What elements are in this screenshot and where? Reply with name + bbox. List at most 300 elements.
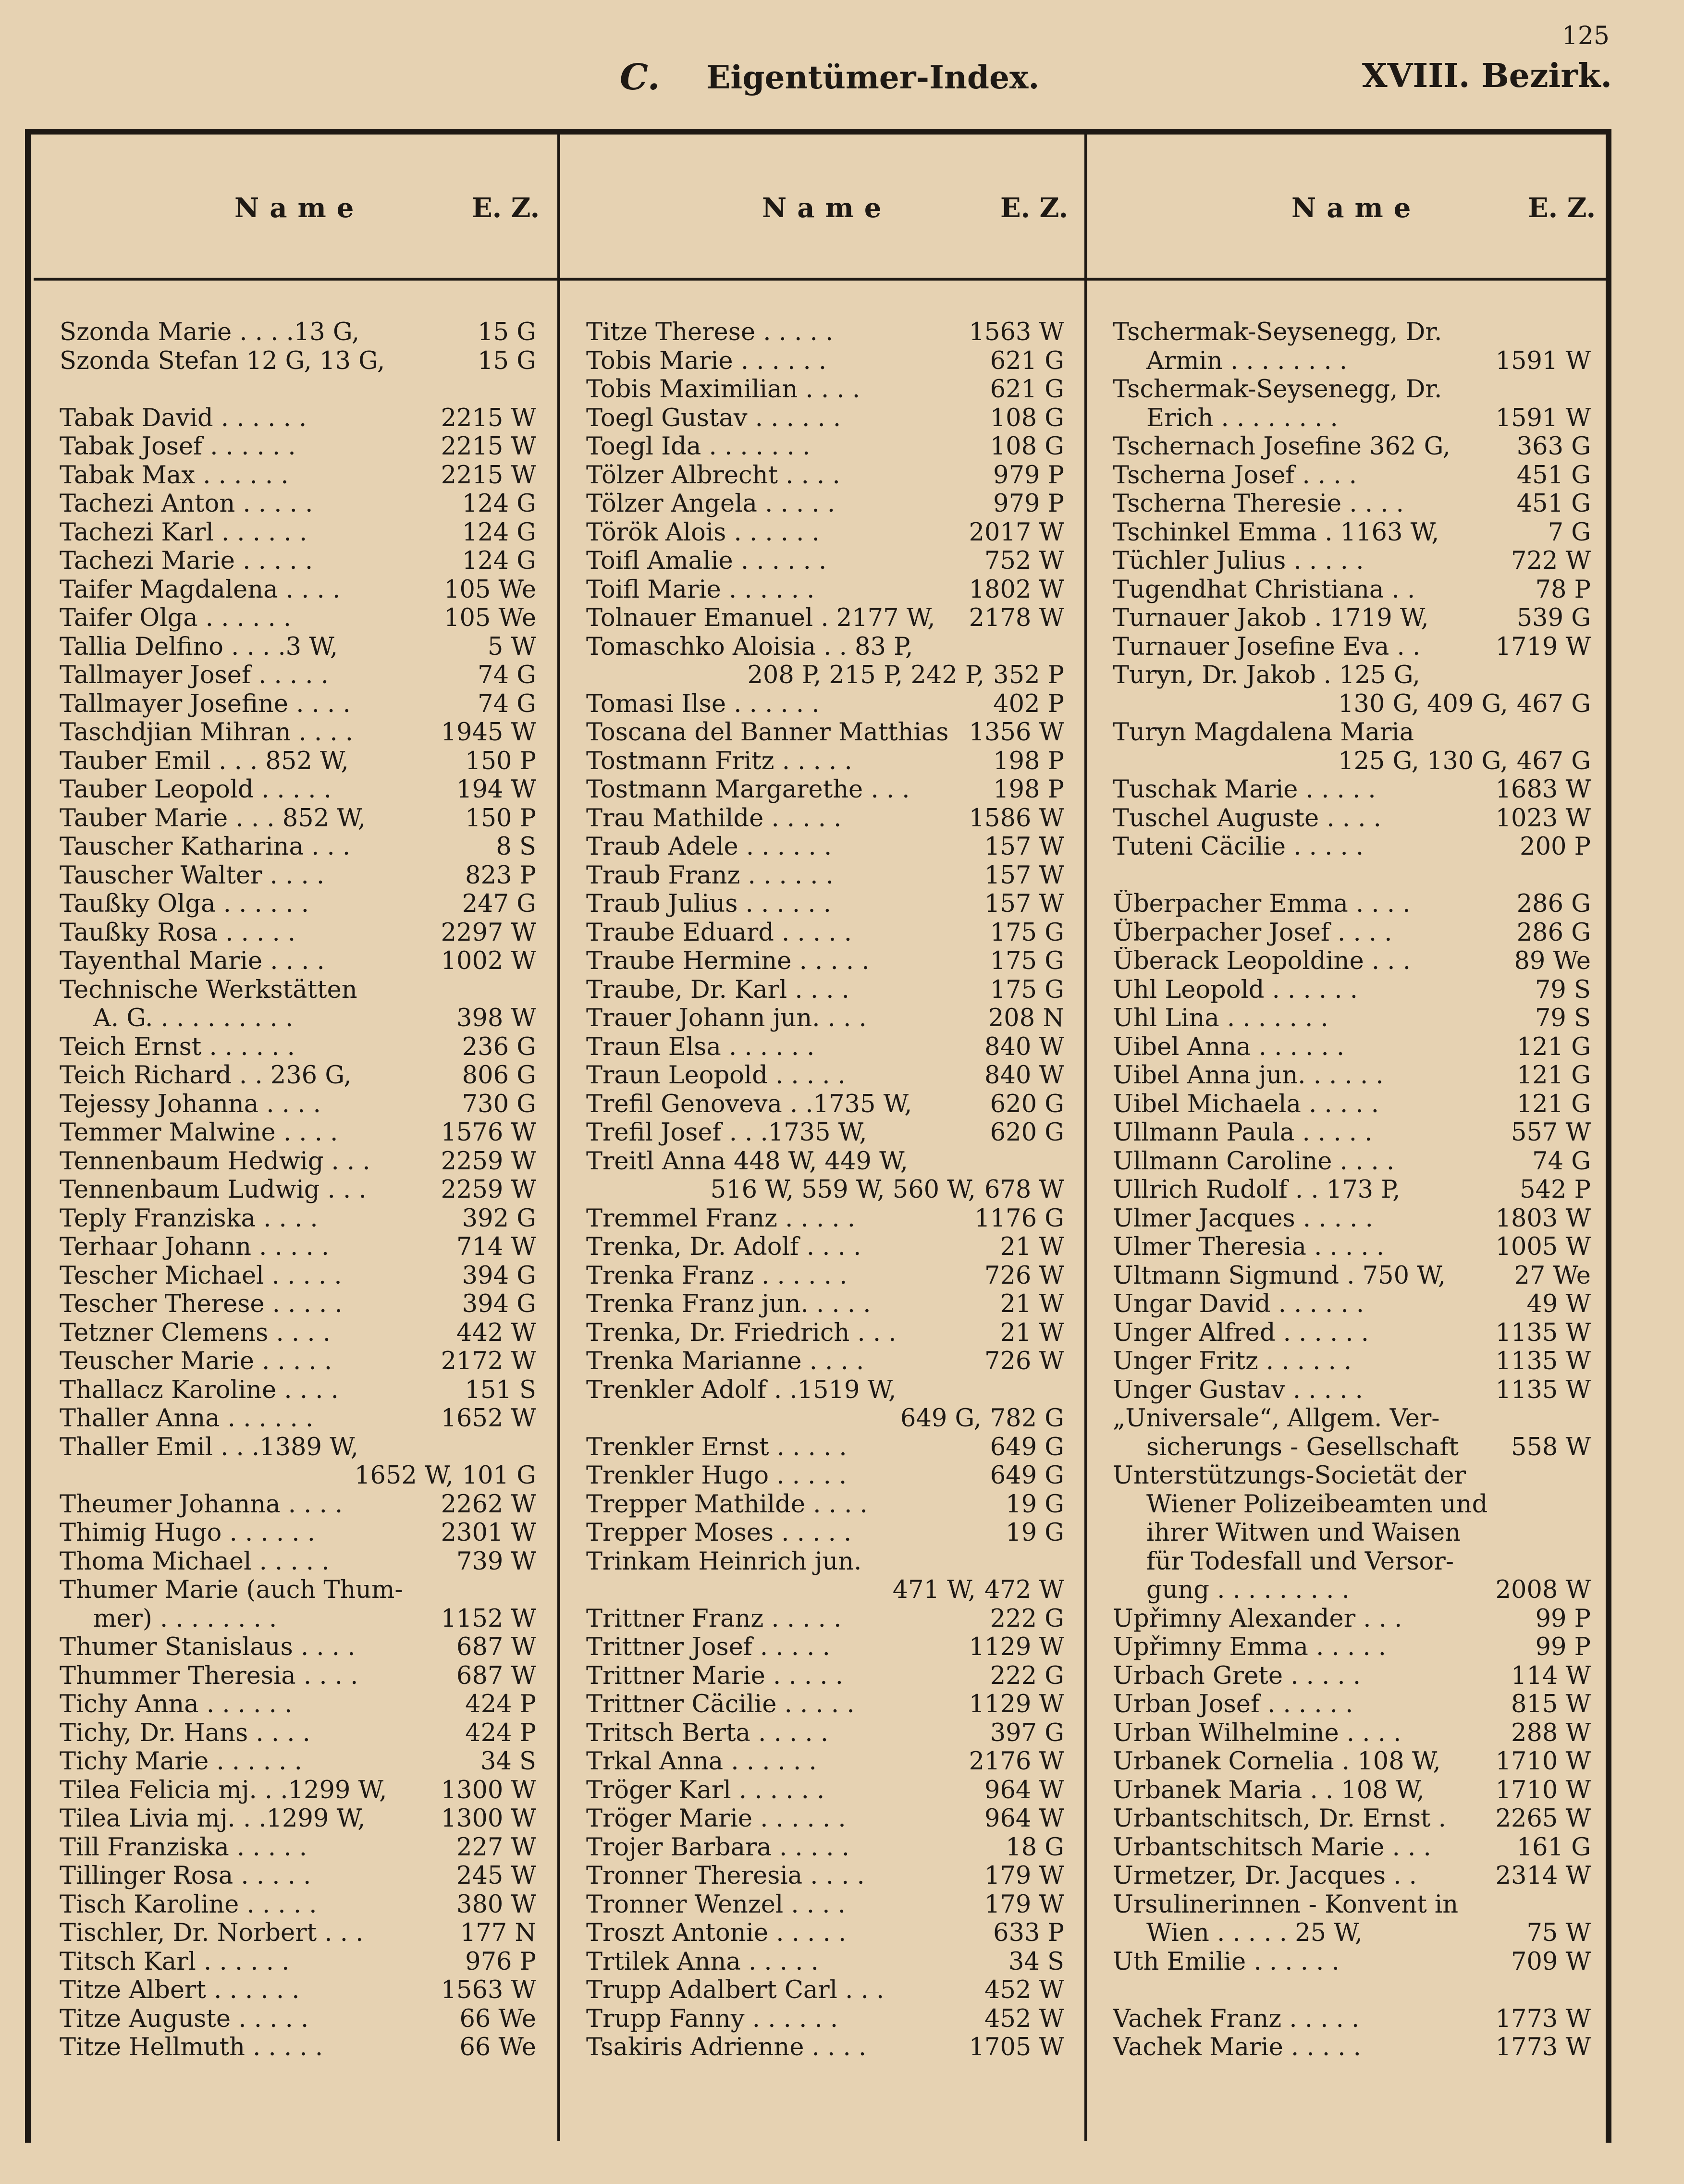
owner-name: Trefil Josef . . .1735 W, — [586, 1118, 867, 1147]
ez-number: 1129 W — [969, 1633, 1064, 1662]
column-header-ez: E. Z. — [1528, 192, 1596, 224]
ez-number: 99 P — [1535, 1604, 1591, 1633]
owner-name: Thumer Stanislaus . . . . — [60, 1633, 356, 1662]
ez-number: 1002 W — [441, 947, 536, 976]
ez-number: 2215 W — [441, 461, 536, 490]
column-divider — [557, 131, 560, 2141]
ez-number: 19 G — [1006, 1490, 1064, 1519]
owner-name: Toifl Marie . . . . . . — [586, 575, 815, 604]
index-entry — [1113, 1490, 1591, 1519]
index-entry — [586, 1519, 1064, 1547]
ez-number: 108 G — [990, 404, 1064, 432]
owner-name: Tostmann Margarethe . . . — [586, 775, 910, 804]
index-column-2 — [586, 318, 1064, 2062]
ez-number: 1719 W — [1495, 632, 1591, 661]
index-entry — [60, 1976, 536, 2005]
ez-number: 1023 W — [1495, 804, 1591, 833]
index-entry — [60, 318, 536, 347]
index-entry — [60, 1090, 536, 1119]
index-entry — [586, 461, 1064, 490]
owner-name: Tölzer Albrecht . . . . — [586, 461, 840, 490]
owner-name: sicherungs - Gesellschaft — [1146, 1433, 1459, 1461]
owner-name: Trenkler Ernst . . . . . — [586, 1433, 847, 1461]
index-entry — [60, 547, 536, 576]
index-entry — [60, 976, 536, 1005]
ez-number: 424 P — [465, 1690, 536, 1719]
owner-name: Tüchler Julius . . . . . — [1113, 547, 1364, 576]
ez-number: 451 G — [1516, 461, 1591, 490]
page-title: Eigentümer-Index. — [706, 59, 1040, 96]
index-entry — [60, 490, 536, 518]
ez-number: 621 G — [990, 375, 1064, 404]
owner-name: Tauscher Katharina . . . — [60, 833, 351, 861]
index-entry — [60, 775, 536, 804]
owner-name: Titze Therese . . . . . — [586, 318, 834, 347]
index-entry — [1113, 976, 1591, 1005]
ez-number: 175 G — [990, 918, 1064, 947]
ez-number: 1705 W — [969, 2033, 1064, 2062]
ez-number: 840 W — [984, 1032, 1064, 1061]
owner-name: Trenka Franz . . . . . . — [586, 1261, 848, 1290]
ez-number: 815 W — [1511, 1690, 1591, 1719]
ez-number: 352 P — [993, 661, 1064, 690]
owner-name: Teich Ernst . . . . . . — [60, 1032, 295, 1061]
index-entry — [60, 919, 536, 947]
index-entry — [60, 1804, 536, 1833]
owner-name: Till Franziska . . . . . — [60, 1833, 307, 1862]
ez-number: 472 W — [984, 1576, 1064, 1605]
index-entry — [60, 1433, 536, 1462]
owner-name: Trupp Adalbert Carl . . . — [586, 1976, 885, 2005]
ez-number: 175 G — [990, 947, 1064, 976]
owner-name: Temmer Malwine . . . . — [60, 1118, 338, 1147]
ez-number: 649 G — [990, 1433, 1064, 1461]
owner-name: Tilea Felicia mj. . .1299 W, — [60, 1776, 387, 1804]
owner-name: Urbach Grete . . . . . — [1113, 1661, 1361, 1690]
owner-name: Upřimny Alexander . . . — [1113, 1604, 1402, 1633]
index-entry — [1113, 404, 1591, 433]
index-entry — [586, 347, 1064, 376]
ez-number: 392 G — [462, 1204, 536, 1233]
district-label: XVIII. Bezirk. — [1362, 57, 1612, 95]
ez-number: 157 W — [984, 833, 1064, 861]
owner-name: Tronner Wenzel . . . . — [586, 1890, 846, 1919]
ez-number: 621 G — [990, 346, 1064, 375]
owner-name: Überpacher Emma . . . . — [1113, 890, 1411, 919]
owner-name: Uhl Leopold . . . . . . — [1113, 975, 1358, 1004]
index-entry — [60, 1262, 536, 1290]
index-entry — [1113, 1519, 1591, 1547]
owner-name: Ungar David . . . . . . — [1113, 1290, 1364, 1319]
ez-number: 467 G — [1516, 689, 1591, 718]
ez-number: 394 G — [462, 1290, 536, 1319]
index-entry — [1113, 1776, 1591, 1805]
index-entry — [586, 1433, 1064, 1462]
index-entry — [1113, 1862, 1591, 1890]
index-entry — [586, 718, 1064, 747]
index-entry — [1113, 1690, 1591, 1719]
ez-number: 124 G — [462, 490, 536, 518]
owner-name: Uth Emilie . . . . . . — [1113, 1947, 1340, 1976]
owner-name: Tröger Karl . . . . . . — [586, 1776, 825, 1804]
owner-name: Titze Albert . . . . . . — [60, 1976, 300, 2005]
owner-name: Tauber Leopold . . . . . — [60, 775, 332, 804]
index-entry — [60, 432, 536, 461]
index-entry — [60, 1605, 536, 1633]
ez-number: 7 G — [1548, 518, 1591, 547]
index-entry — [60, 1633, 536, 1662]
index-entry — [586, 1262, 1064, 1290]
owner-name: „Universale“, Allgem. Ver- — [1113, 1404, 1440, 1433]
index-entry — [60, 461, 536, 490]
owner-name: Traube, Dr. Karl . . . . — [586, 975, 849, 1004]
ez-number: 194 W — [456, 775, 536, 804]
ez-number: 75 W — [1526, 1919, 1591, 1948]
index-entry — [60, 1204, 536, 1233]
index-entry — [586, 1690, 1064, 1719]
index-entry — [586, 1547, 1064, 1576]
owner-name: Tachezi Anton . . . . . — [60, 490, 313, 518]
index-entry — [60, 576, 536, 604]
index-entry — [586, 404, 1064, 433]
index-entry — [60, 1176, 536, 1204]
owner-name: Toegl Ida . . . . . . . — [586, 432, 811, 461]
index-entry — [60, 1147, 536, 1176]
ez-number: 2178 W — [969, 604, 1064, 633]
index-entry — [1113, 1262, 1591, 1290]
index-entry — [586, 1176, 1064, 1204]
ez-number: 739 W — [456, 1547, 536, 1576]
owner-name: Toscana del Banner Matthias — [586, 718, 949, 747]
ez-number: 19 G — [1006, 1519, 1064, 1547]
index-entry — [60, 1376, 536, 1405]
ez-number: 114 W — [1511, 1661, 1591, 1690]
ez-number: 424 P — [465, 1718, 536, 1747]
ez-number: 1710 W — [1495, 1776, 1591, 1804]
ez-number: 2314 W — [1495, 1862, 1591, 1890]
index-entry — [1113, 1804, 1591, 1833]
owner-name: Urmetzer, Dr. Jacques . . — [1113, 1862, 1417, 1890]
owner-name: Török Alois . . . . . . — [586, 518, 820, 547]
column-header-ez: E. Z. — [1000, 192, 1069, 224]
index-entry — [1113, 1204, 1591, 1233]
index-entry — [60, 861, 536, 890]
index-entry — [1113, 461, 1591, 490]
owner-name: Armin . . . . . . . . — [1146, 346, 1348, 375]
index-entry — [586, 1490, 1064, 1519]
owner-name: Trupp Fanny . . . . . . — [586, 2004, 838, 2033]
owner-name: Trenkler Adolf . .1519 W, — [586, 1375, 897, 1404]
owner-name: Tallia Delfino . . . .3 W, — [60, 632, 338, 661]
ez-number: 5 W — [487, 632, 536, 661]
ez-number: 1773 W — [1495, 2033, 1591, 2062]
ez-number: 363 G — [1516, 432, 1591, 461]
index-entry — [1113, 718, 1591, 747]
index-entry — [1113, 1576, 1591, 1605]
index-entry — [1113, 1833, 1591, 1862]
index-entry — [60, 1290, 536, 1319]
ez-number: 2259 W — [441, 1176, 536, 1204]
index-entry — [60, 1833, 536, 1862]
index-entry — [586, 690, 1064, 719]
ez-number: 1356 W — [969, 718, 1064, 747]
ez-number: 1300 W — [441, 1804, 536, 1833]
owner-name: Trefil Genoveva . .1735 W, — [586, 1090, 912, 1118]
owner-name: Traub Julius . . . . . . — [586, 890, 831, 919]
owner-name: Tabak Josef . . . . . . — [60, 432, 296, 461]
owner-name: Urbantschitsch Marie . . . — [1113, 1833, 1431, 1862]
owner-name: Tichy Marie . . . . . . — [60, 1747, 302, 1776]
index-entry — [586, 1804, 1064, 1833]
owner-name: Trojer Barbara . . . . . — [586, 1833, 849, 1862]
index-entry — [1113, 1404, 1591, 1433]
index-entry — [586, 1576, 1064, 1605]
ez-number: 150 P — [465, 747, 536, 775]
ez-number: 539 G — [1516, 604, 1591, 633]
index-entry — [1113, 1118, 1591, 1147]
index-entry — [586, 919, 1064, 947]
owner-name: Szonda Marie . . . .13 G, — [60, 318, 360, 347]
owner-name: Teply Franziska . . . . — [60, 1204, 318, 1233]
index-entry — [60, 2033, 536, 2062]
owner-name: Trenka Marianne . . . . — [586, 1347, 864, 1376]
ez-number: 452 W — [984, 1976, 1064, 2005]
owner-name: 208 P, 215 P, 242 P, — [747, 661, 985, 690]
index-entry — [1113, 661, 1591, 690]
ez-number: 150 P — [465, 804, 536, 833]
index-entry — [60, 347, 536, 376]
index-entry — [60, 890, 536, 919]
owner-name: Turnauer Jakob . 1719 W, — [1113, 604, 1429, 633]
ez-number: 1802 W — [969, 575, 1064, 604]
owner-name: Taifer Olga . . . . . . — [60, 604, 292, 633]
index-entry — [1113, 947, 1591, 976]
ez-number: 964 W — [984, 1776, 1064, 1804]
ez-number: 34 S — [1008, 1947, 1064, 1976]
owner-name: Titze Hellmuth . . . . . — [60, 2033, 323, 2062]
ez-number: 823 P — [465, 861, 536, 890]
owner-name: Tabak Max . . . . . . — [60, 461, 289, 490]
index-entry — [586, 1461, 1064, 1490]
owner-name: Thallacz Karoline . . . . — [60, 1375, 339, 1404]
owner-name: Tolnauer Emanuel . 2177 W, — [586, 604, 935, 633]
ez-number: 2215 W — [441, 432, 536, 461]
ez-number: 558 W — [1511, 1433, 1591, 1461]
ez-number: 121 G — [1516, 1061, 1591, 1090]
index-entry — [586, 490, 1064, 518]
index-entry — [586, 1319, 1064, 1348]
owner-name: Tomaschko Aloisia . . 83 P, — [586, 632, 913, 661]
ez-number: 1591 W — [1495, 346, 1591, 375]
index-entry — [60, 604, 536, 633]
owner-name: Tritsch Berta . . . . . — [586, 1718, 829, 1747]
index-entry — [1113, 1919, 1591, 1948]
ez-number: 161 G — [1516, 1833, 1591, 1862]
ez-number: 1135 W — [1495, 1318, 1591, 1347]
index-entry — [586, 1862, 1064, 1890]
ez-number: 1576 W — [441, 1118, 536, 1147]
header-rule — [34, 278, 1611, 281]
ez-number: 121 G — [1516, 1032, 1591, 1061]
index-entry — [60, 747, 536, 776]
ez-number: 108 G — [990, 432, 1064, 461]
owner-name: Thaller Anna . . . . . . — [60, 1404, 314, 1433]
owner-name: Tescher Therese . . . . . — [60, 1290, 343, 1319]
index-entry — [1113, 490, 1591, 518]
index-entry — [586, 576, 1064, 604]
index-entry — [1113, 775, 1591, 804]
owner-name: 130 G, 409 G, — [1338, 689, 1508, 718]
ez-number: 179 W — [984, 1862, 1064, 1890]
owner-name: Szonda Stefan 12 G, 13 G, — [60, 346, 385, 375]
ez-number: 979 P — [993, 461, 1064, 490]
owner-name: Treitl Anna 448 W, 449 W, — [586, 1147, 908, 1176]
index-entry — [586, 1747, 1064, 1776]
ez-number: 1152 W — [441, 1604, 536, 1633]
column-header-name: Name — [1291, 192, 1422, 224]
owner-name: Traun Leopold . . . . . — [586, 1061, 846, 1090]
ez-number: 198 P — [993, 747, 1064, 775]
owner-name: gung . . . . . . . . . — [1146, 1576, 1350, 1605]
owner-name: Uibel Anna jun. . . . . . — [1113, 1061, 1384, 1090]
index-entry — [1113, 919, 1591, 947]
owner-name: Troszt Antonie . . . . . — [586, 1919, 847, 1948]
ez-number: 208 N — [988, 1004, 1064, 1033]
index-entry — [586, 1347, 1064, 1376]
owner-name: Titsch Karl . . . . . . — [60, 1947, 290, 1976]
ez-number: 649 G — [990, 1461, 1064, 1490]
ez-number: 1129 W — [969, 1690, 1064, 1719]
index-entry — [586, 375, 1064, 404]
index-entry — [1113, 833, 1591, 861]
ez-number: 157 W — [984, 890, 1064, 919]
index-entry — [1113, 1948, 1591, 1976]
owner-name: Titze Auguste . . . . . — [60, 2004, 309, 2033]
ez-number: 633 P — [993, 1919, 1064, 1948]
owner-name: Trepper Moses . . . . . — [586, 1519, 852, 1547]
owner-name: Thumer Marie (auch Thum- — [60, 1576, 403, 1605]
owner-name: Tobis Marie . . . . . . — [586, 346, 827, 375]
index-entry — [586, 1605, 1064, 1633]
ez-number: 27 We — [1514, 1261, 1591, 1290]
owner-name: Überack Leopoldine . . . — [1113, 947, 1411, 976]
index-entry — [1113, 2005, 1591, 2034]
ez-number: 236 G — [462, 1032, 536, 1061]
index-entry — [586, 833, 1064, 861]
index-entry — [60, 690, 536, 719]
index-entry — [1113, 375, 1591, 404]
ez-number: 2259 W — [441, 1147, 536, 1176]
index-entry — [60, 1004, 536, 1033]
owner-name: Tilea Livia mj. . .1299 W, — [60, 1804, 366, 1833]
index-entry — [586, 2033, 1064, 2062]
index-entry — [1113, 1747, 1591, 1776]
ez-number: 2262 W — [441, 1490, 536, 1519]
ez-number: 397 G — [990, 1718, 1064, 1747]
ez-number: 714 W — [456, 1233, 536, 1262]
index-entry — [60, 718, 536, 747]
ez-number: 726 W — [984, 1347, 1064, 1376]
owner-name: Turyn Magdalena Maria — [1113, 718, 1414, 747]
index-entry — [586, 775, 1064, 804]
ez-number: 467 G — [1516, 747, 1591, 775]
owner-name: Traub Adele . . . . . . — [586, 833, 832, 861]
ez-number: 198 P — [993, 775, 1064, 804]
owner-name: Terhaar Johann . . . . . — [60, 1233, 330, 1262]
ez-number: 687 W — [456, 1633, 536, 1662]
owner-name: Unger Fritz . . . . . . — [1113, 1347, 1352, 1376]
owner-name: Tschermak-Seysenegg, Dr. — [1113, 318, 1442, 347]
ez-number: 2301 W — [441, 1519, 536, 1547]
owner-name: Tscherna Josef . . . . — [1113, 461, 1357, 490]
owner-name: Turyn, Dr. Jakob . 125 G, — [1113, 661, 1420, 690]
index-entry — [586, 1033, 1064, 1062]
ez-number: 2215 W — [441, 404, 536, 432]
index-entry — [1113, 518, 1591, 547]
owner-name: Tauber Emil . . . 852 W, — [60, 747, 349, 775]
index-entry — [60, 1033, 536, 1062]
index-entry — [1113, 318, 1591, 347]
owner-name: Urbanek Cornelia . 108 W, — [1113, 1747, 1441, 1776]
owner-name: Tscherna Theresie . . . . — [1113, 490, 1404, 518]
ez-number: 105 We — [444, 604, 536, 633]
owner-name: Thummer Theresia . . . . — [60, 1661, 358, 1690]
index-entry — [60, 1319, 536, 1348]
owner-name: Tostmann Fritz . . . . . — [586, 747, 852, 775]
ez-number: 124 G — [462, 547, 536, 576]
ez-number: 2265 W — [1495, 1804, 1591, 1833]
index-entry — [60, 1404, 536, 1433]
owner-name: Tobis Maximilian . . . . — [586, 375, 860, 404]
section-letter: C. — [620, 57, 660, 98]
ez-number: 557 W — [1511, 1118, 1591, 1147]
owner-name: Technische Werkstätten — [60, 975, 357, 1004]
index-entry — [60, 1747, 536, 1776]
owner-name: Tuteni Cäcilie . . . . . — [1113, 833, 1364, 861]
owner-name: ihrer Witwen und Waisen — [1146, 1519, 1461, 1547]
index-entry — [1113, 1090, 1591, 1119]
page-number: 125 — [1561, 22, 1610, 50]
owner-name: Trau Mathilde . . . . . — [586, 804, 842, 833]
index-entry — [1113, 747, 1591, 776]
owner-name: Trtilek Anna . . . . . — [586, 1947, 819, 1976]
index-entry — [1113, 1662, 1591, 1691]
index-entry — [586, 976, 1064, 1005]
ez-number: 1563 W — [441, 1976, 536, 2005]
owner-name: Trepper Mathilde . . . . — [586, 1490, 868, 1519]
owner-name: Unterstützungs-Societät der — [1113, 1461, 1466, 1490]
owner-name: Urban Josef . . . . . . — [1113, 1690, 1353, 1719]
ez-number: 452 W — [984, 2004, 1064, 2033]
ez-number: 380 W — [456, 1890, 536, 1919]
ez-number: 2176 W — [969, 1747, 1064, 1776]
index-entry — [60, 1233, 536, 1262]
ez-number: 1300 W — [441, 1776, 536, 1804]
owner-name: Tauber Marie . . . 852 W, — [60, 804, 366, 833]
owner-name: Uibel Michaela . . . . . — [1113, 1090, 1379, 1118]
index-entry — [1113, 690, 1591, 719]
index-entry — [60, 1919, 536, 1948]
ez-number: 976 P — [465, 1947, 536, 1976]
index-entry — [1113, 633, 1591, 662]
owner-name: Tachezi Marie . . . . . — [60, 547, 313, 576]
section-gap — [60, 375, 536, 404]
ez-number: 18 G — [1006, 1833, 1064, 1862]
ez-number: 1803 W — [1495, 1204, 1591, 1233]
section-gap — [1113, 861, 1591, 890]
index-entry — [60, 1490, 536, 1519]
index-entry — [60, 404, 536, 433]
